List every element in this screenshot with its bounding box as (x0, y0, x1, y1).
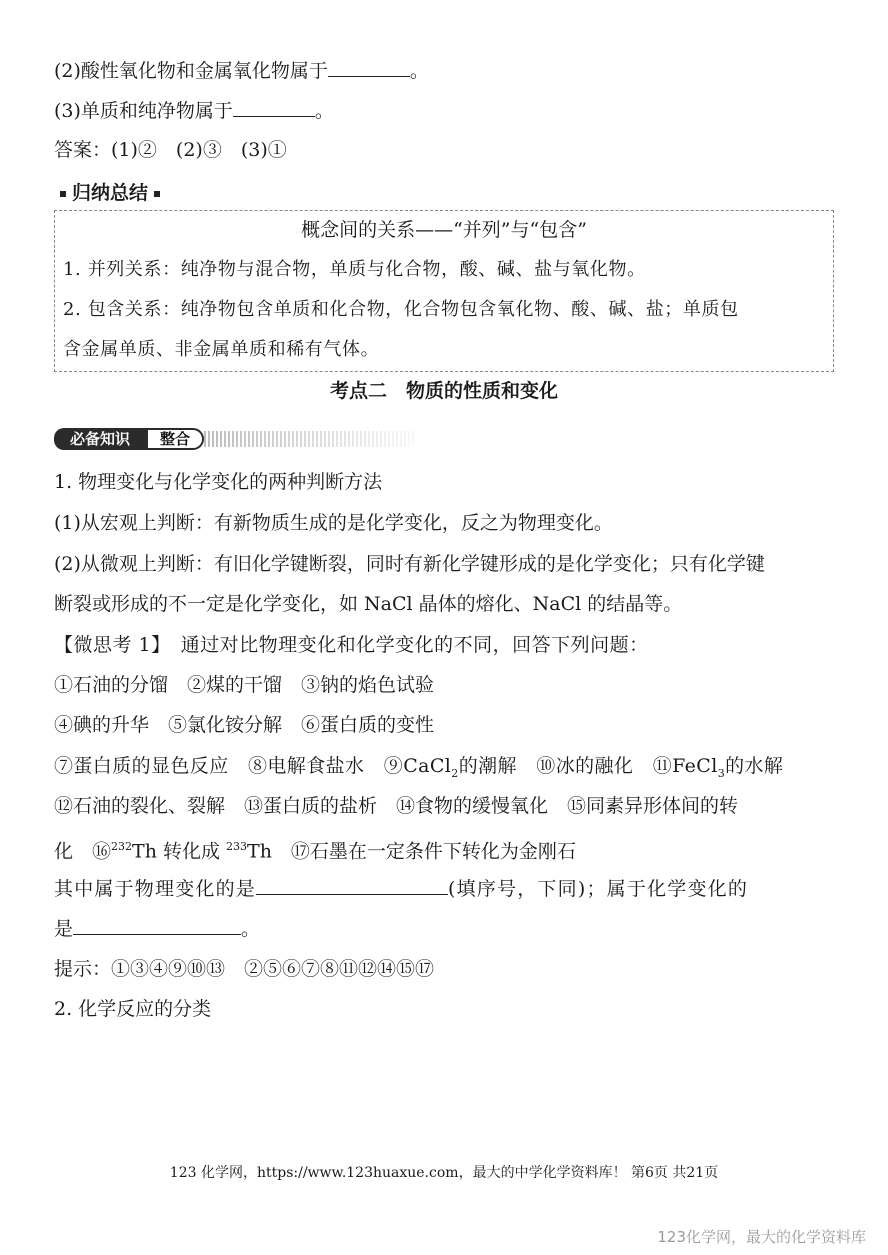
item-row-3: ⑦蛋白质的显色反应 ⑧电解食盐水 ⑨CaCl$_2$的潮解 ⑩冰的融化 ⑪FeCl$_3$的水解 (54, 755, 784, 780)
item-row-4: ⑫石油的裂化、裂解 ⑬蛋白质的盐析 ⑭食物的缓慢氧化 ⑮同素异形体间的转 (54, 795, 739, 817)
summary-box (54, 210, 834, 372)
answer-blank-3 (233, 98, 315, 117)
summary-point-2a: 2. 包含关系：纯净物包含单质和化合物，化合物包含氧化物、酸、碱、盐；单质包 (63, 299, 739, 320)
question-3: (3)单质和纯净物属于 。 (54, 100, 334, 122)
answer-blank-chemical (73, 916, 241, 935)
fill-line-1: 其中属于物理变化的是 (填序号，下同)；属于化学变化的 (54, 878, 749, 900)
think-question: 【微思考 1】 通过对比物理变化和化学变化的不同，回答下列问题： (54, 634, 649, 656)
fill-line-2: 是 。 (54, 918, 261, 940)
summary-point-1: 1. 并列关系：纯净物与混合物，单质与化合物，酸、碱、盐与氧化物。 (63, 259, 646, 280)
summary-title: 概念间的关系——“并列”与“包含” (301, 219, 587, 241)
question-2-text: (2)酸性氧化物和金属氧化物属于 (54, 60, 328, 82)
method-2a: (2)从微观上判断：有旧化学键断裂，同时有新化学键形成的是化学变化；只有化学键 (54, 553, 765, 575)
banner-stripes (204, 431, 414, 447)
section-title: 考点二 物质的性质和变化 (329, 380, 558, 402)
hint-line: 提示：①③④⑨⑩⑬ ②⑤⑥⑦⑧⑪⑫⑭⑮⑰ (54, 958, 435, 980)
square-bullet-icon (154, 191, 160, 197)
knowledge-banner (54, 428, 414, 450)
summary-heading: 归纳总结 (54, 178, 166, 205)
method-2b: 断裂或形成的不一定是化学变化，如 NaCl 晶体的熔化、NaCl 的结晶等。 (54, 593, 683, 615)
banner-right-label: 整合 (146, 428, 204, 450)
question-3-text: (3)单质和纯净物属于 (54, 100, 233, 122)
heading-2: 2. 化学反应的分类 (54, 998, 212, 1020)
answer-blank-physical (256, 876, 448, 895)
answer-blank-2 (328, 58, 410, 77)
square-bullet-icon (60, 191, 66, 197)
item-row-2: ④碘的升华 ⑤氯化铵分解 ⑥蛋白质的变性 (54, 714, 435, 736)
item-row-1: ①石油的分馏 ②煤的干馏 ③钠的焰色试验 (54, 674, 435, 696)
answer-line: 答案：(1)② (2)③ (3)① (54, 139, 287, 161)
page-footer: 123 化学网，https://www.123huaxue.com，最大的中学化学资料库！ 第6页 共21页 (169, 1165, 719, 1181)
method-1: (1)从宏观上判断：有新物质生成的是化学变化，反之为物理变化。 (54, 512, 613, 534)
summary-point-2b: 含金属单质、非金属单质和稀有气体。 (63, 339, 380, 360)
heading-1: 1. 物理变化与化学变化的两种判断方法 (54, 471, 383, 493)
item-row-5: 化 ⑯$^{232}$Th 转化成 $^{233}$Th ⑰石墨在一定条件下转化为金刚石 (54, 840, 576, 863)
watermark: 123化学网，最大的化学资料库 (657, 1228, 866, 1246)
banner-left-label: 必备知识 (54, 428, 146, 450)
question-2: (2)酸性氧化物和金属氧化物属于 。 (54, 60, 429, 82)
